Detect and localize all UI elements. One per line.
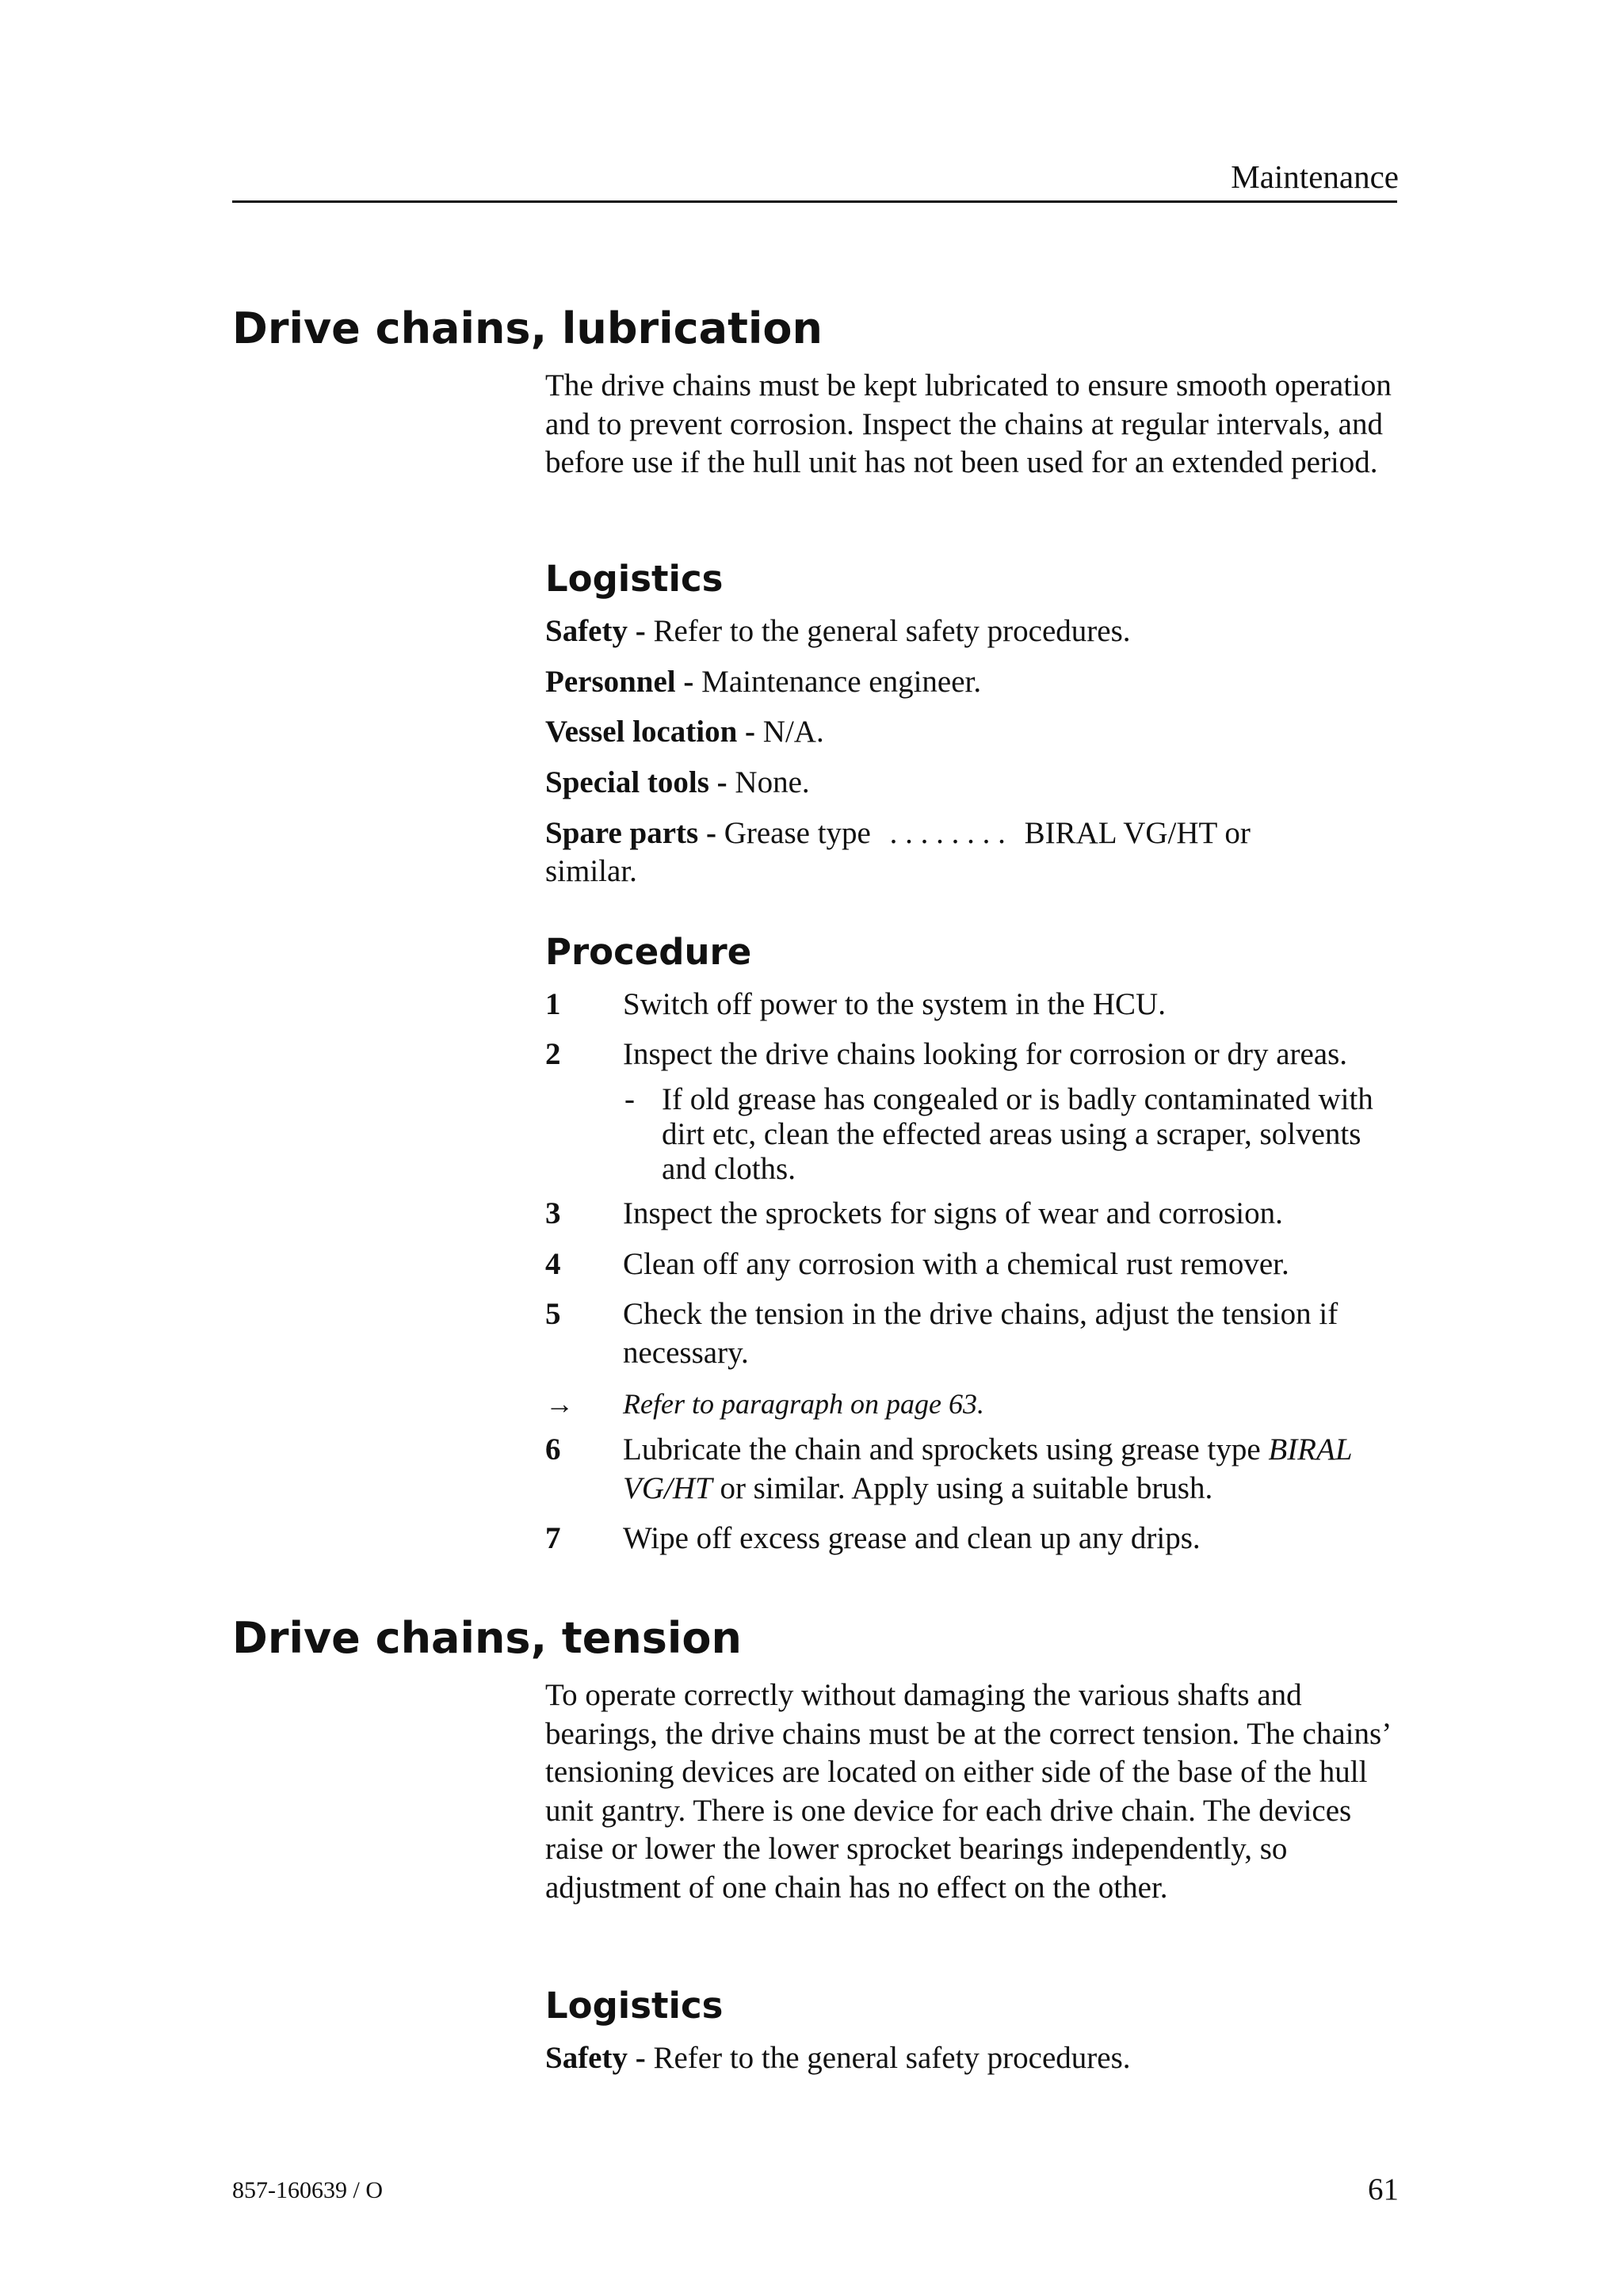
logistics-safety xyxy=(545,612,1409,651)
spare-parts-value: BIRAL VG/HT or xyxy=(1024,816,1251,850)
step-text: Switch off power to the system in the HCU. xyxy=(623,987,1166,1021)
personnel-text: Maintenance engineer. xyxy=(701,665,982,699)
step-number: 4 xyxy=(545,1247,561,1281)
step-number: 3 xyxy=(545,1196,561,1230)
step-number: 7 xyxy=(545,1521,561,1555)
step-text xyxy=(623,1431,1415,1508)
spare-parts-label: Spare parts - xyxy=(545,816,716,850)
logistics-personnel xyxy=(545,663,1409,702)
document-number: 857-160639 / O xyxy=(232,2177,383,2203)
step-text: Check the tension in the drive chains, adjust the tension if necessary. xyxy=(623,1297,1338,1370)
special-tools-text: None. xyxy=(735,765,810,799)
safety-text: Refer to the general safety procedures. xyxy=(653,614,1131,648)
logistics-title: Logistics xyxy=(545,1985,724,2027)
sub-step-bullet: - xyxy=(624,1082,635,1116)
spare-parts-continuation: similar. xyxy=(545,854,637,888)
step-6-grease-name: BIRAL VG/HT xyxy=(623,1432,1352,1505)
safety-label: Safety - xyxy=(545,614,646,648)
step-text: Inspect the drive chains looking for corrosion or dry areas. xyxy=(623,1037,1348,1071)
step-text: Inspect the sprockets for signs of wear and corrosion. xyxy=(623,1196,1283,1230)
page-number: 61 xyxy=(1368,2172,1399,2206)
header-rule xyxy=(232,200,1397,203)
logistics-safety xyxy=(545,2039,1409,2078)
spare-parts-item: Grease type xyxy=(724,816,871,850)
safety-text: Refer to the general safety procedures. xyxy=(653,2041,1131,2075)
step-6-text-after: or similar. Apply using a suitable brush. xyxy=(720,1470,1213,1505)
vessel-location-text: N/A. xyxy=(762,715,824,749)
step-text: Clean off any corrosion with a chemical rust remover. xyxy=(623,1247,1289,1281)
step-number: 2 xyxy=(545,1037,561,1071)
personnel-label: Personnel - xyxy=(545,665,694,699)
reference-text[interactable]: Refer to paragraph on page 63. xyxy=(623,1388,984,1420)
section-title-tension: Drive chains, tension xyxy=(232,1613,742,1663)
logistics-special-tools xyxy=(545,764,1409,803)
step-text: Wipe off excess grease and clean up any drips. xyxy=(623,1521,1201,1555)
step-number: 1 xyxy=(545,987,561,1021)
sub-step-text: If old grease has congealed or is badly contaminated with dirt etc, clean the effected areas using a scraper, solvents and cloths. xyxy=(662,1082,1373,1186)
section-title-lubrication: Drive chains, lubrication xyxy=(232,303,823,353)
special-tools-label: Special tools - xyxy=(545,765,727,799)
lubrication-intro: The drive chains must be kept lubricated to ensure smooth operation and to prevent corrosion. Inspect the chains at regular intervals, and before use if the hull unit has not been used for an extended period. xyxy=(545,368,1392,479)
safety-label: Safety - xyxy=(545,2041,646,2075)
step-number: 5 xyxy=(545,1297,561,1331)
vessel-location-label: Vessel location - xyxy=(545,715,756,749)
spare-parts-leader: . . . . . . . . xyxy=(889,816,1006,850)
procedure-title: Procedure xyxy=(545,931,752,973)
logistics-vessel-location xyxy=(545,713,1409,752)
logistics-title: Logistics xyxy=(545,558,724,600)
reference-arrow-icon: → xyxy=(545,1388,574,1420)
step-6-text-before: Lubricate the chain and sprockets using grease type xyxy=(623,1432,1261,1466)
step-number: 6 xyxy=(545,1432,561,1466)
tension-intro: To operate correctly without damaging the various shafts and bearings, the drive chains must be at the correct tension. The chains’ tensioning devices are located on either side of the base of the hull unit gantry. There is one device for each drive chain. The devices raise or lower the lower sprocket bearings independently, so adjustment of one chain has no effect on the other. xyxy=(545,1678,1390,1905)
running-header: Maintenance xyxy=(1231,158,1399,195)
logistics-spare-parts xyxy=(545,814,1409,853)
